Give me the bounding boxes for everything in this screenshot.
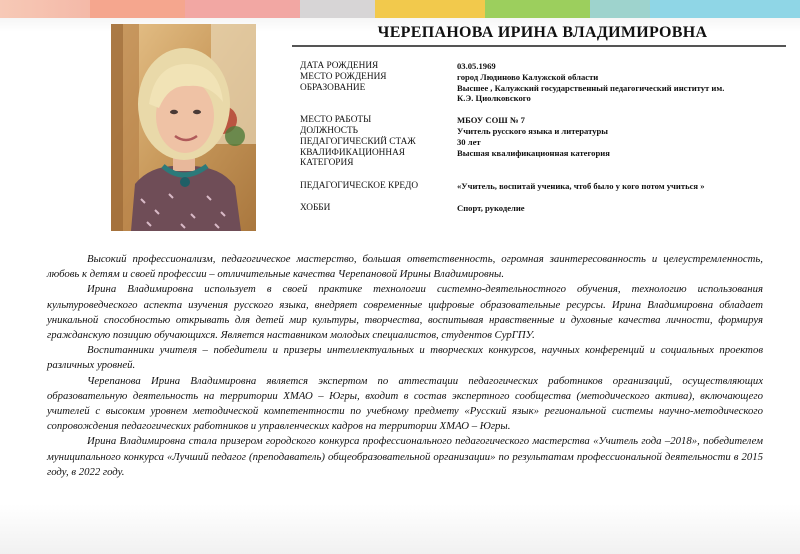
field-label-experience: ПЕДАГОГИЧЕСКИЙ СТАЖ xyxy=(300,137,416,147)
biography-paragraph: Воспитанники учителя – победители и призеры интеллектуальных и творческих конкурсов, научных конференций и социальных проектов различных уровней. xyxy=(47,344,763,372)
field-value-hobby: Спорт, рукоделие xyxy=(457,203,525,213)
color-bar-segment xyxy=(485,0,590,18)
field-value-birth-place: город Людиново Калужской области xyxy=(457,72,599,82)
portrait-illustration xyxy=(111,24,256,231)
field-value-education: Высшее , Калужский государственный педагогический институт им. К.Э. Циолковского xyxy=(457,83,725,104)
biography-paragraph: Высокий профессионализм, педагогическое мастерство, большая ответственность, огромная заинтересованность и целеустремленность, любовь к детям и своей профессии – отличительные качества Черепановой Ирины Владимировны. xyxy=(47,253,763,281)
field-value-workplace: МБОУ СОШ № 7 xyxy=(457,115,525,125)
color-bar-segment xyxy=(300,0,375,18)
field-value-birth-date: 03.05.1969 xyxy=(457,61,496,71)
field-label-credo: ПЕДАГОГИЧЕСКОЕ КРЕДО xyxy=(300,181,419,191)
biography-paragraph: Черепанова Ирина Владимировна является экспертом по аттестации педагогических работников организаций, осуществляющих образовательную деятельность на территории ХМАО – Югры, входит в состав экспертного сообщества (методического актива), включающего учителей с высоким уровнем методической компетентности по учебному предмету «Русский язык» региональной системы научно-методического сопровождения педагогических работников и управленческих кадров на территории ХМАО – Югры. xyxy=(47,374,763,433)
field-value-position: Учитель русского языка и литературы xyxy=(457,126,608,136)
person-name-heading: ЧЕРЕПАНОВА ИРИНА ВЛАДИМИРОВНА xyxy=(377,24,708,41)
heading-divider xyxy=(292,45,786,47)
field-label-workplace: МЕСТО РАБОТЫ xyxy=(300,115,372,125)
biography-paragraph: Ирина Владимировна стала призером городского конкурса профессионального педагогического мастерства «Учитель года –2018», победителем муниципального конкурса «Лучший педагог (преподаватель) общеобразовательной организации» по результатам профессиональной деятельности в 2015 году, в 2022 году. xyxy=(47,435,763,478)
field-label-birth-date: ДАТА РОЖДЕНИЯ xyxy=(300,61,379,71)
color-bar-segment xyxy=(185,0,300,18)
field-label-hobby: ХОББИ xyxy=(300,203,331,213)
biography-paragraph: Ирина Владимировна использует в своей практике технологии системно-деятельностного обучения, технологию использования культуроведческого аспекта изучения русского языка, внедряет современные цифровые образовательные ресурсы. Ирина Владимировна обладает уникальной способностью открывать для детей мир культуры, творчества, воспитывая нравственные и духовные качества личности, формируя гражданскую позицию обучающихся. Является наставником молодых специалистов, студентов СурГПУ. xyxy=(47,283,763,342)
color-bar-segment xyxy=(90,0,185,18)
field-value-experience: 30 лет xyxy=(457,137,481,147)
field-label-category: КВАЛИФИКАЦИОННАЯ КАТЕГОРИЯ xyxy=(300,148,406,169)
color-bar-segment xyxy=(590,0,650,18)
color-bar-segment xyxy=(650,0,800,18)
color-bar-segment xyxy=(375,0,485,18)
portrait-photo xyxy=(111,24,256,231)
field-label-birth-place: МЕСТО РОЖДЕНИЯ xyxy=(300,72,387,82)
field-label-position: ДОЛЖНОСТЬ xyxy=(300,126,358,136)
bottom-shadow xyxy=(0,504,800,554)
field-value-credo: «Учитель, воспитай ученика, чтоб было у кого потом учиться » xyxy=(457,181,705,191)
decorative-color-bar xyxy=(0,0,800,18)
color-bar-segment xyxy=(0,0,90,18)
field-value-category: Высшая квалификационная категория xyxy=(457,148,610,158)
field-label-education: ОБРАЗОВАНИЕ xyxy=(300,83,366,93)
biography-text xyxy=(47,252,763,480)
